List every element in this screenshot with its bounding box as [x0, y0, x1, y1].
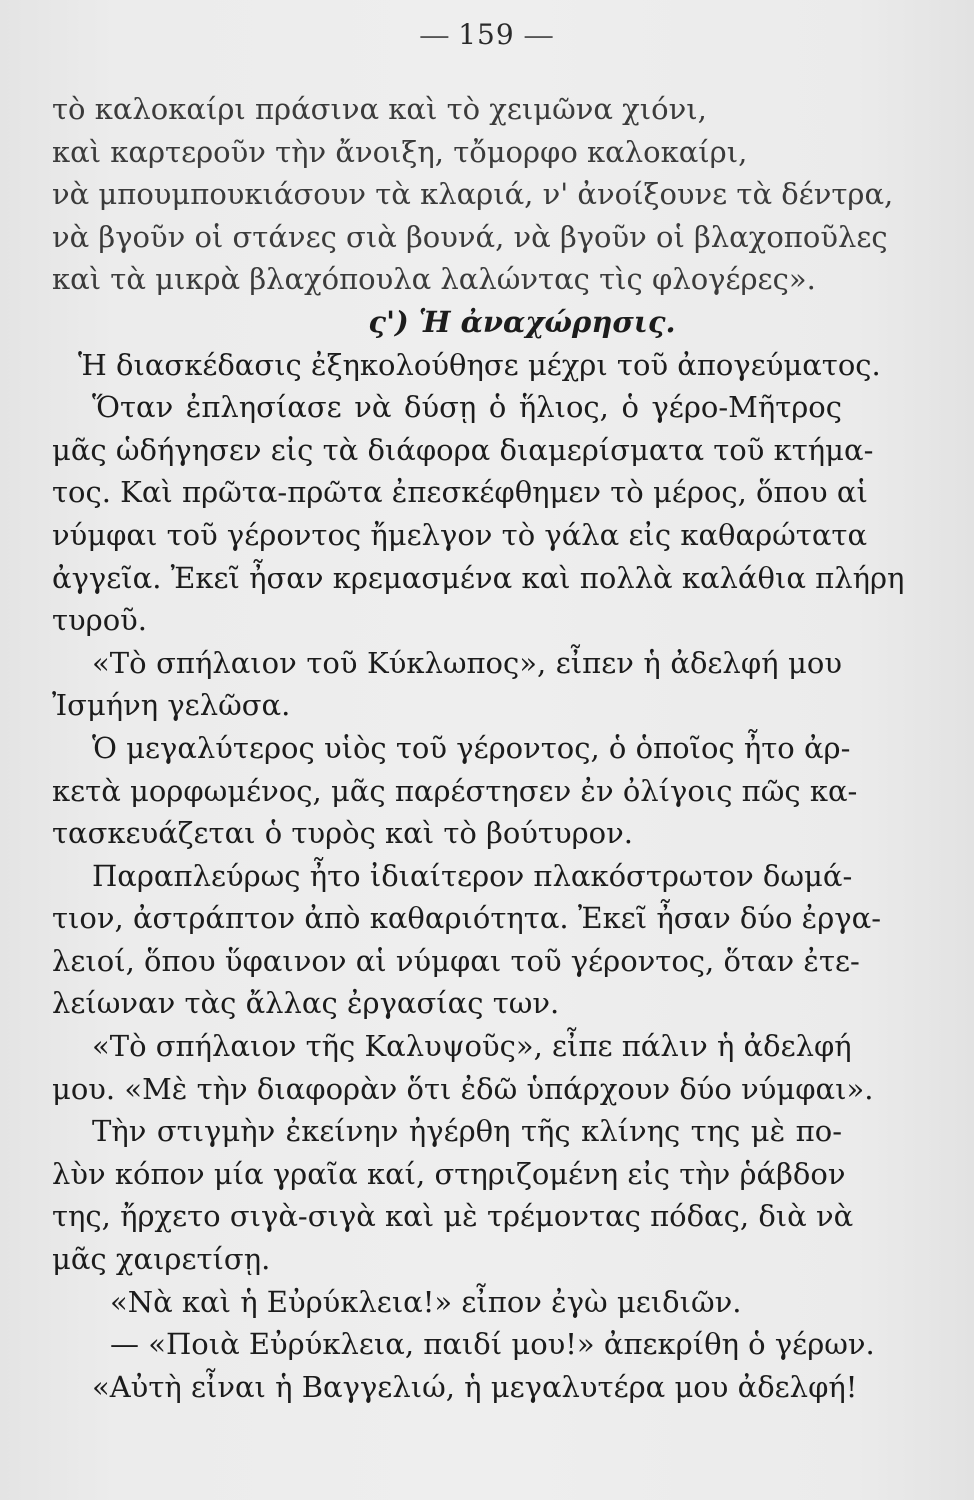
text-line: «Αὐτὴ εἶναι ἡ Βαγγελιώ, ἡ μεγαλυτέρα μου ἀδελφή! [92, 1369, 858, 1404]
text-line: λείωναν τὰς ἄλλας ἐργασίας των. [52, 986, 560, 1021]
section-heading: Ἡ διασκέδασις ἐξηκολούθησε μέχρι τοῦ ἀπογεύματος. [78, 347, 881, 382]
page-body [52, 88, 905, 1408]
text-line: καὶ καρτεροῦν τὴν ἄνοιξη, τὄμορφο καλοκαίρι, [52, 134, 748, 169]
text-line: καὶ τὰ μικρὰ βλαχόπουλα λαλώντας τὶς φλογέρες». [52, 262, 816, 297]
text-line: Ἰσμήνη γελῶσα. [52, 688, 291, 723]
text-line: λειοί, ὅπου ὕφαινον αἱ νύμφαι τοῦ γέροντος, ὅταν ἐτε- [52, 943, 860, 978]
text-line: ἀγγεῖα. Ἐκεῖ ἦσαν κρεμασμένα καὶ πολλὰ καλάθια πλήρη [52, 560, 905, 595]
text-line: Ὅταν ἐπλησίασε νὰ δύσῃ ὁ ἥλιος, ὁ γέρο-Μῆτρος [92, 390, 842, 425]
text-line: «Τὸ σπήλαιον τῆς Καλυψοῦς», εἶπε πάλιν ἡ ἀδελφή [92, 1029, 852, 1064]
text-line: Τὴν στιγμὴν ἐκείνην ἠγέρθη τῆς κλίνης της μὲ πο- [92, 1114, 842, 1149]
text-line: νύμφαι τοῦ γέροντος ἤμελγον τὸ γάλα εἰς καθαρώτατα [52, 517, 868, 552]
text-line: μᾶς ὡδήγησεν εἰς τὰ διάφορα διαμερίσματα τοῦ κτήμα- [52, 432, 874, 467]
text-line: Παραπλεύρως ἦτο ἰδιαίτερον πλακόστρωτον δωμά- [92, 858, 853, 893]
text-line: τὸ καλοκαίρι πράσινα καὶ τὸ χειμῶνα χιόνι, [52, 92, 707, 126]
header-dash-right: — [524, 19, 554, 50]
text-line: «Τὸ σπήλαιον τοῦ Κύκλωπος», εἶπεν ἡ ἀδελφή μου [92, 645, 842, 680]
text-line: «Νὰ καὶ ἡ Εὐρύκλεια!» εἶπον ἐγὼ μειδιῶν. [110, 1284, 742, 1319]
text-line: τος. Καὶ πρῶτα-πρῶτα ἐπεσκέφθημεν τὸ μέρος, ὅπου αἱ [52, 475, 868, 510]
text-line: μου. «Μὲ τὴν διαφορὰν ὅτι ἐδῶ ὑπάρχουν δύο νύμφαι». [52, 1071, 874, 1106]
header-dash-left: — [420, 19, 459, 50]
text-line: νὰ βγοῦν οἱ στάνες σιὰ βουνά, νὰ βγοῦν οἱ βλαχοποῦλες [52, 219, 888, 254]
text-line: λὺν κόπον μία γραῖα καί, στηριζομένη εἰς τὴν ῥάβδον [52, 1156, 846, 1191]
page-number: 159 [458, 18, 515, 51]
page-header [0, 18, 974, 51]
section-heading: ς') Ἡ ἀναχώρησις. [368, 304, 676, 339]
text-line: μᾶς χαιρετίσῃ. [52, 1242, 271, 1277]
text-line: νὰ μπουμπουκιάσουν τὰ κλαριά, ν' ἀνοίξουνε τὰ δέντρα, [52, 177, 894, 212]
text-line: — «Ποιὰ Εὐρύκλεια, παιδί μου!» ἀπεκρίθη ὁ γέρων. [110, 1327, 875, 1362]
text-line: τασκευάζεται ὁ τυρὸς καὶ τὸ βούτυρον. [52, 816, 633, 851]
text-line: Ὁ μεγαλύτερος υἱὸς τοῦ γέροντος, ὁ ὁποῖος ἦτο ἀρ- [92, 730, 851, 765]
text-line: τιον, ἀστράπτον ἀπὸ καθαριότητα. Ἐκεῖ ἦσαν δύο ἐργα- [52, 901, 882, 936]
text-line: της, ἤρχετο σιγὰ-σιγὰ καὶ μὲ τρέμοντας πόδας, διὰ νὰ [52, 1199, 854, 1234]
text-line: τυροῦ. [52, 603, 148, 638]
text-line: κετὰ μορφωμένος, μᾶς παρέστησεν ἐν ὀλίγοις πῶς κα- [52, 773, 858, 808]
